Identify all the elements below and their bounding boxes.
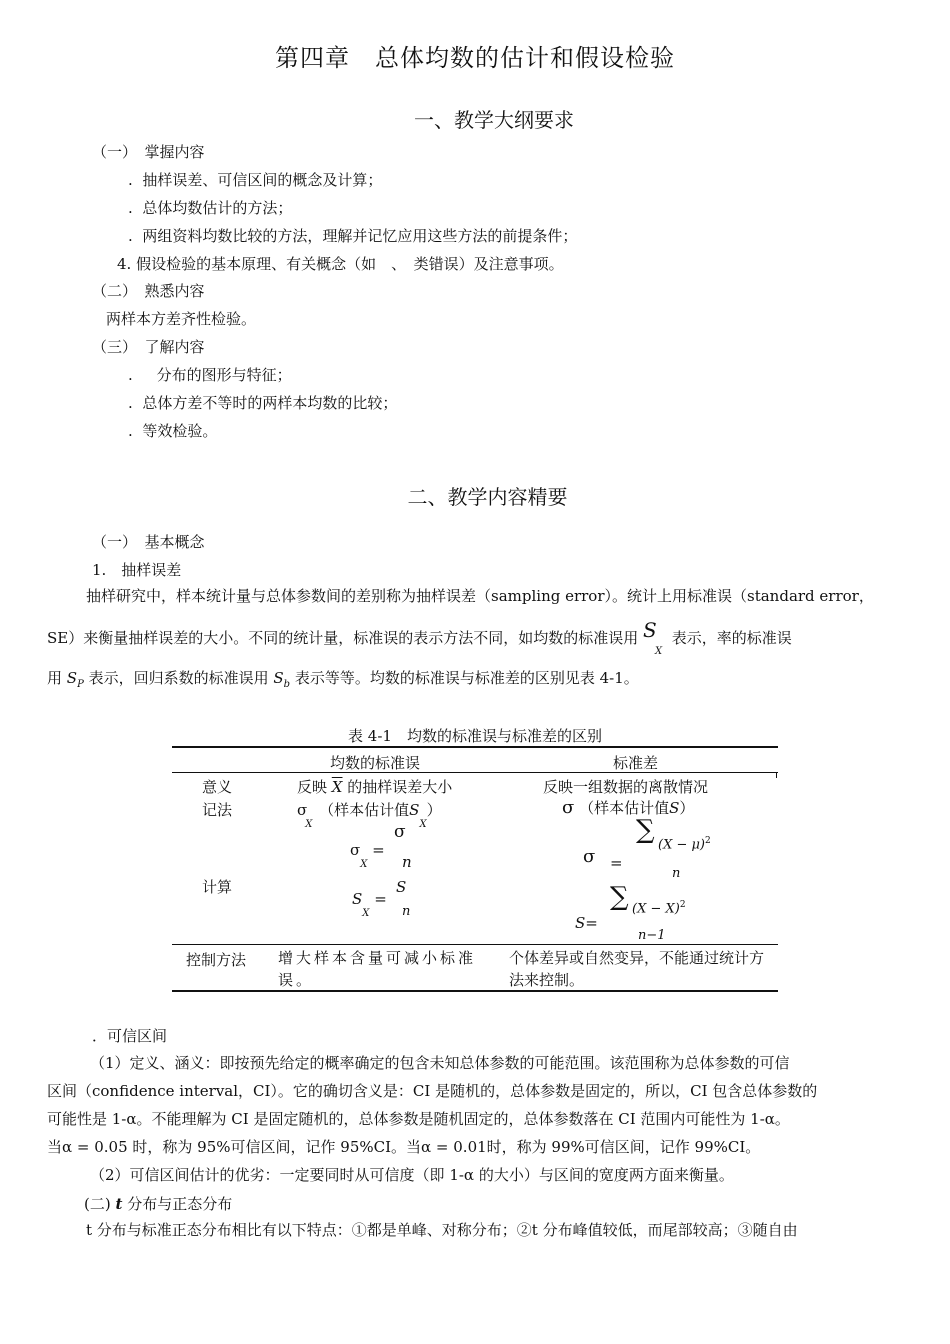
formula-numerator: σ: [394, 822, 406, 842]
list-item: . 总体方差不等时的两样本均数的比较；: [128, 394, 398, 412]
section2-title: 二、教学内容精要: [407, 485, 568, 509]
formula-eq: =: [610, 854, 623, 872]
master-content-label: （一） 掌握内容: [92, 143, 205, 161]
list-item: . 两组资料均数比较的方法，理解并记忆应用这些方法的前提条件；: [128, 227, 578, 245]
list-item: . 分布的图形与特征；: [128, 366, 292, 384]
paragraph-line: 用 $S_P$ 表示，回归系数的标准误用 $S_b$ 表示等等。均数的标准误与标准差的区别见表 4-1。: [47, 669, 639, 690]
formula-sigma-lhs: σ: [583, 846, 596, 867]
table-bottom-rule: [172, 990, 778, 992]
formula-numerator: S: [396, 878, 407, 896]
list-item: . 等效检验。: [128, 422, 218, 440]
row-label: 计算: [202, 878, 233, 896]
paragraph-line: 当α = 0.05 时，称为 95%可信区间，记作 95%CI。当α = 0.01时，称为 99%可信区间，记作 99%CI。: [47, 1138, 761, 1156]
paragraph-line: 可能性是 1-α。不能理解为 CI 是固定随机的，总体参数是随机固定的，总体参数落在 CI 范围内可能性为 1-α。: [47, 1110, 790, 1128]
paragraph-line: （1）定义、涵义：即按预先给定的概率确定的包含未知总体参数的可能范围。该范围称为总体参数的可信: [90, 1054, 790, 1072]
understand-content-label: （三） 了解内容: [92, 338, 205, 356]
paragraph-line: t 分布与标准正态分布相比有以下特点：①都是单峰、对称分布；②t 分布峰值较低，而尾部较高；③随自由: [86, 1221, 798, 1239]
basic-concepts-label: （一） 基本概念: [92, 533, 205, 551]
formula-expr: $(X - \mu)^2$: [658, 836, 711, 853]
familiar-content-text: 两样本方差齐性检验。: [106, 310, 257, 328]
table-header-rule: [172, 772, 778, 773]
list-item: 4. 假设检验的基本原理、有关概念（如 、 类错误）及注意事项。: [117, 255, 564, 273]
table-header: 标准差: [613, 754, 659, 772]
sum-symbol: ∑: [636, 815, 655, 845]
ci-label: ．可信区间: [92, 1027, 168, 1045]
section1-title: 一、教学大纲要求: [414, 108, 574, 132]
table-top-rule: [172, 746, 778, 748]
list-item: . 总体均数估计的方法；: [128, 199, 293, 217]
symbol-s-x: S X: [643, 618, 663, 657]
paragraph-line: （2）可信区间估计的优劣：一定要同时从可信度（即 1-α 的大小）与区间的宽度两方面来衡量。: [90, 1166, 734, 1184]
row-label: 控制方法: [186, 951, 247, 969]
familiar-content-label: （二） 熟悉内容: [92, 282, 205, 300]
table-cell: σ （样本估计值S）: [562, 797, 695, 818]
formula-expr: $(X - X)^2$: [632, 900, 686, 917]
t-distribution-label: (二) t 分布与正态分布: [84, 1195, 233, 1213]
formula-denominator: n−1: [638, 928, 666, 943]
formula-denominator: n: [402, 904, 411, 919]
formula-denominator: n: [402, 853, 412, 871]
paragraph-line: 抽样研究中，样本统计量与总体参数间的差别称为抽样误差（sampling error）。统计上用标准误（standard error，: [86, 587, 874, 605]
formula-sigma-x-lhs: $\sigma_X$ =: [350, 841, 385, 870]
paragraph-line: 区间（confidence interval，CI）。它的确切含义是：CI 是随机的，总体参数是固定的，所以，CI 包含总体参数的: [47, 1082, 818, 1100]
table-edge-tick: [776, 772, 777, 778]
paragraph-line: SE）来衡量抽样误差的大小。不同的统计量，标准误的表示方法不同，如均数的标准误用 S X 表示，率的标准误: [47, 618, 792, 657]
formula-s-lhs: S=: [575, 914, 598, 932]
table-caption: 表 4-1 均数的标准误与标准差的区别: [348, 727, 602, 745]
row-label: 意义: [202, 778, 233, 796]
chapter-title: 第四章 总体均数的估计和假设检验: [275, 44, 675, 72]
list-item: . 抽样误差、可信区间的概念及计算；: [128, 171, 383, 189]
table-cell: $\sigma_X$ （样本估计值$S_X$）: [297, 801, 442, 830]
table-row-rule: [172, 944, 778, 945]
sampling-error-label: 1. 抽样误差: [92, 561, 182, 579]
sum-symbol: ∑: [610, 882, 629, 912]
row-label: 记法: [202, 801, 233, 819]
formula-denominator: n: [672, 866, 681, 881]
table-cell: 个体差异或自然变异，不能通过统计方法来控制。: [509, 949, 765, 989]
table-cell: 反映 $\overline{X}$ 的抽样误差大小: [297, 778, 453, 796]
table-header: 均数的标准误: [330, 754, 421, 772]
formula-s-x-lhs: $S_X$ =: [352, 890, 387, 919]
table-cell: 增大样本含量可减小标准误。: [278, 949, 477, 989]
table-cell: 反映一组数据的离散情况: [543, 778, 709, 796]
